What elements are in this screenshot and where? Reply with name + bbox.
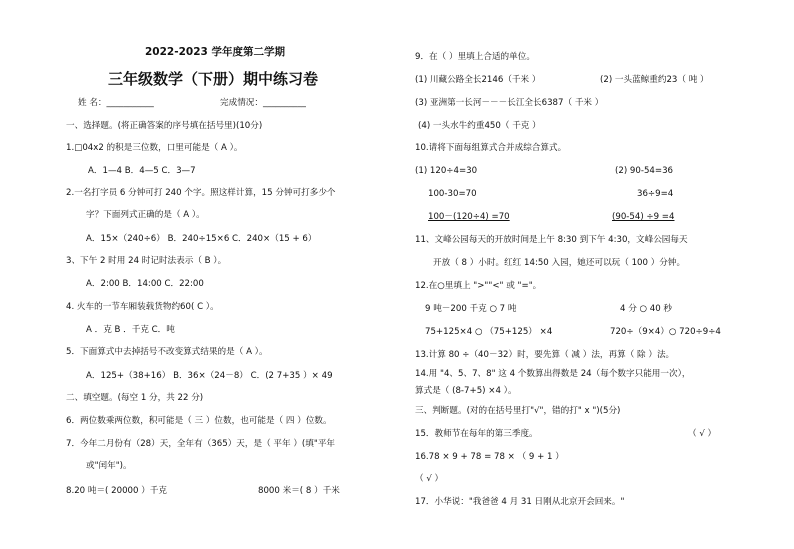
- question-3-options: A．2:00 B．14:00 C．22:00: [86, 279, 204, 289]
- question-4-options: A ．克 B ．千克 C．吨: [86, 325, 175, 335]
- question-1: 1.□04x2 的积是三位数，口里可能是（ A ）。: [66, 143, 243, 153]
- question-10-group-1-answer: 100－(120÷4) =70: [428, 212, 510, 222]
- question-2-line-1: 2.一名打字员 6 分钟可打 240 个字。照这样计算，15 分钟可打多少个: [66, 188, 336, 198]
- question-2-line-2: 字？下面列式正确的是（ A ）。: [86, 210, 205, 220]
- question-3: 3、下午 2 时用 24 时记时法表示（ B ）。: [66, 256, 227, 266]
- name-label: 姓 名：___________: [78, 98, 154, 108]
- question-9-item-1: (1) 川藏公路全长2146（千米 ）: [415, 75, 541, 85]
- completion-label: 完成情况：__________: [220, 98, 306, 108]
- question-10-group-1-a: (1) 120÷4=30: [415, 166, 478, 176]
- question-7-line-1: 7．今年二月份有（28）天，全年有（365）天，是（ 平年 ）(填"平年: [66, 439, 336, 449]
- question-14-line-2: 算式是（ (8-7+5) ×4 ）。: [415, 386, 517, 396]
- question-4: 4. 火车的一节车厢装载货物约60( C ）。: [66, 302, 219, 312]
- question-10: 10.请将下面每组算式合并成综合算式。: [415, 143, 567, 153]
- question-2-options: A．15×（240÷6） B．240÷15×6 C．240×（15 + 6）: [86, 234, 317, 244]
- question-8-part-b: 8000 米＝( 8 ）千米: [258, 486, 340, 496]
- year-term: 2022-2023 学年度第二学期: [145, 46, 285, 58]
- question-16: 16.78 × 9 + 78 = 78 × （ 9 + 1 ）: [415, 452, 564, 462]
- section-1-heading: 一、选择题。(将正确答案的序号填在括号里)(10分): [66, 121, 263, 131]
- question-10-group-2-b: 36÷9=4: [637, 189, 674, 199]
- question-6: 6．两位数乘两位数，积可能是（ 三 ）位数，也可能是（ 四 ）位数。: [66, 416, 332, 426]
- question-12-item-c: 75+125×4 ○ （75+125） ×4: [425, 327, 553, 337]
- question-10-group-1-b: 100-30=70: [428, 189, 477, 199]
- question-12-item-b: 4 分 ○ 40 秒: [620, 304, 673, 314]
- question-5: 5．下面算式中去掉括号不改变算式结果的是（ A ）。: [66, 347, 268, 357]
- question-17: 17．小华说："我爸爸 4 月 31 日刚从北京开会回来。": [415, 497, 625, 507]
- question-16-answer: （ √ ）: [415, 474, 444, 484]
- question-10-group-2-a: (2) 90-54=36: [615, 166, 674, 176]
- question-14-line-1: 14.用 "4、5、7、8" 这 4 个数算出得数是 24（每个数字只能用一次），: [415, 369, 691, 379]
- section-3-heading: 三、判断题。(对的在括号里打"√"，错的打" x ")(5分): [415, 406, 621, 416]
- question-15: 15．教师节在每年的第三季度。: [415, 429, 538, 439]
- question-5-options: A．125+（38+16） B．36×（24－8） C．(2 7+35 ）× 49: [86, 371, 333, 381]
- question-12: 12.在○里填上 ">""<" 或 "="。: [415, 281, 542, 291]
- question-15-answer: （ √ ）: [688, 429, 717, 439]
- question-1-options: A．1—4 B．4—5 C．3—7: [88, 166, 196, 176]
- question-9-item-2: (2) 一头蓝鲸重约23（ 吨 ）: [600, 75, 709, 85]
- question-10-group-2-answer: (90-54) ÷9 =4: [612, 212, 675, 222]
- question-12-item-a: 9 吨－200 千克 ○ 7 吨: [425, 304, 517, 314]
- question-9-item-4: (4) 一头水牛约重450（ 千克 ）: [418, 121, 541, 131]
- question-7-line-2: 或"闰年")。: [86, 461, 132, 471]
- question-9: 9．在（ ）里填上合适的单位。: [415, 52, 535, 62]
- section-2-heading: 二、填空题。(每空 1 分，共 22 分): [66, 393, 204, 403]
- question-8-part-a: 8.20 吨＝( 20000 ）千克: [66, 486, 167, 496]
- question-11-line-2: 开放（ 8 ）小时。红红 14:50 入园，她还可以玩（ 100 ）分钟。: [433, 258, 686, 268]
- question-12-item-d: 720÷（9×4）○ 720÷9÷4: [610, 327, 721, 337]
- question-9-item-3: (3) 亚洲第一长河－－－长江全长6387（ 千米 ）: [415, 98, 604, 108]
- question-13: 13.计算 80 ÷（40－32）时，要先算（ 减 ）法，再算（ 除 ）法。: [415, 350, 675, 360]
- exam-title: 三年级数学（下册）期中练习卷: [108, 70, 319, 88]
- question-11-line-1: 11、文峰公园每天的开放时间是上午 8:30 到下午 4:30，文峰公园每天: [415, 235, 688, 245]
